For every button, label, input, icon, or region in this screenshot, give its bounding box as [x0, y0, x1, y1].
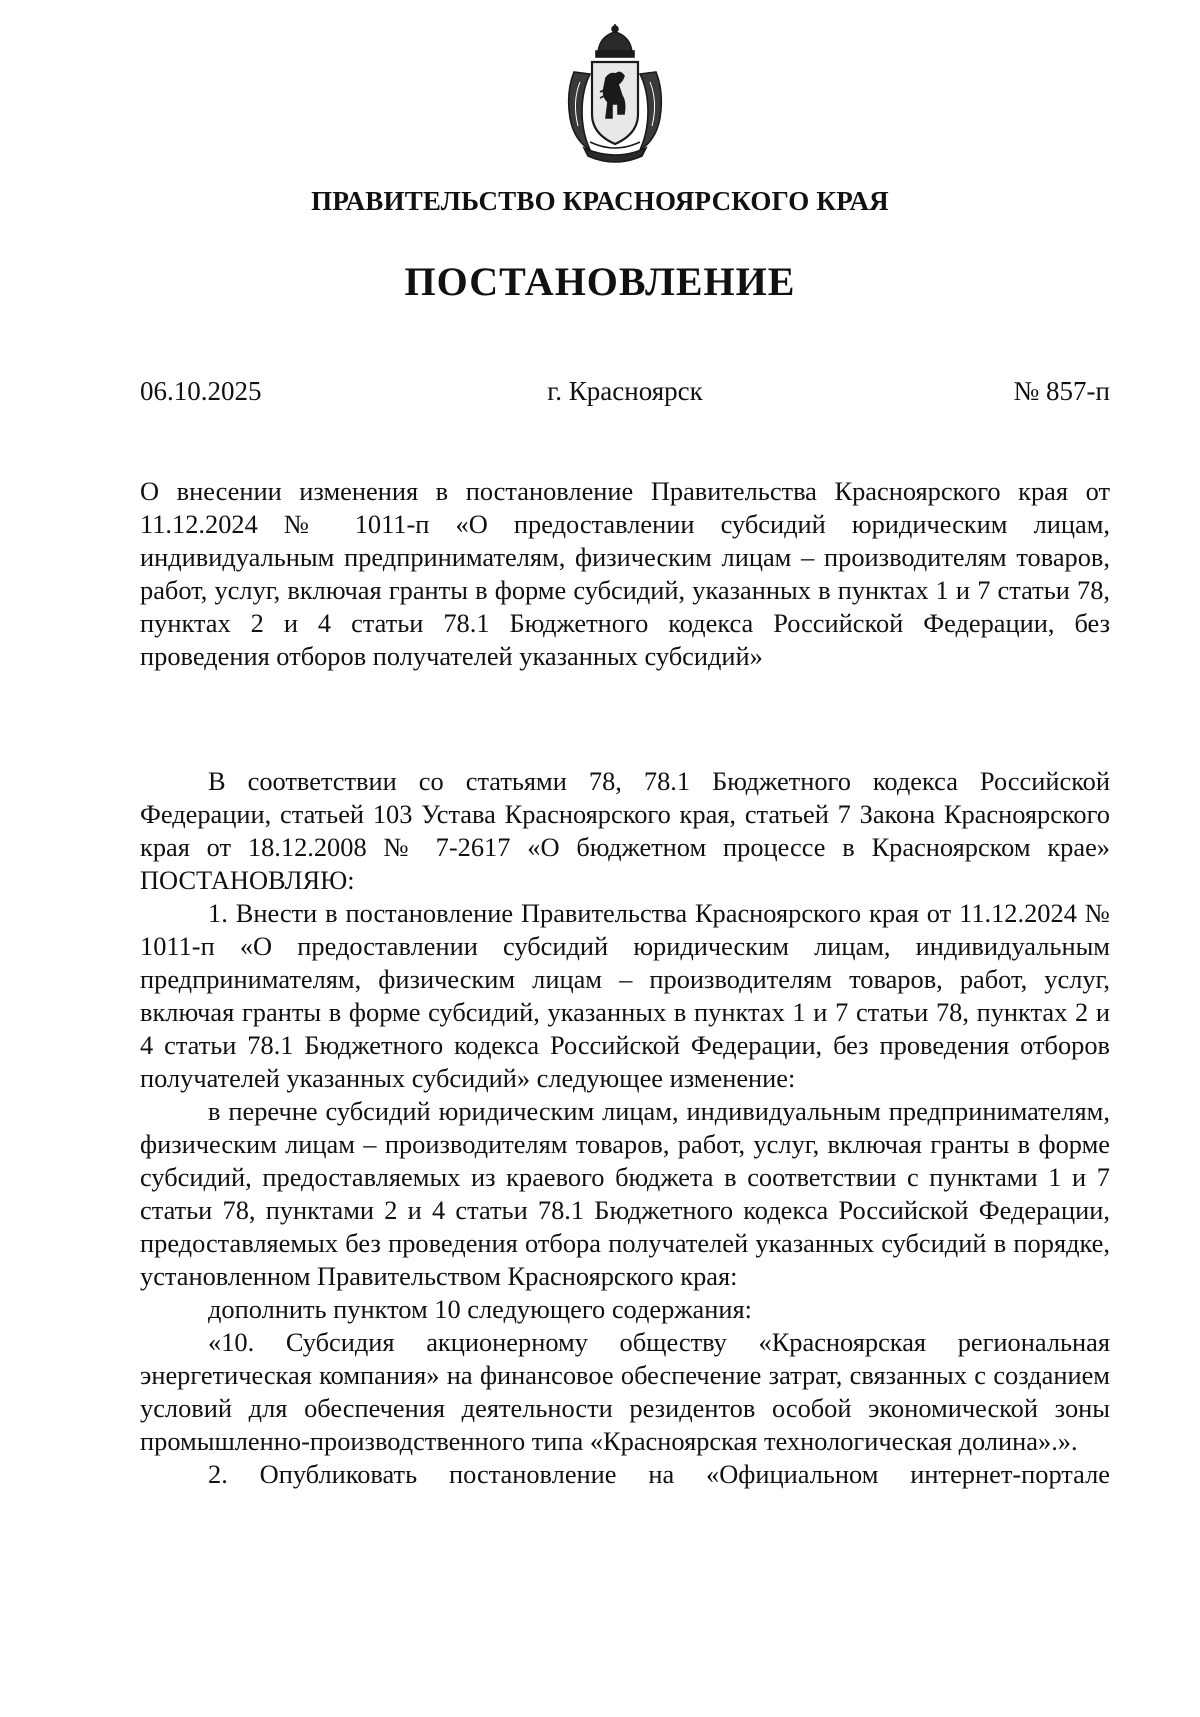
document-number: № 857-п — [1013, 376, 1110, 406]
organization-title: ПРАВИТЕЛЬСТВО КРАСНОЯРСКОГО КРАЯ — [311, 186, 889, 216]
document-subject: О внесении изменения в постановление Правительства Красноярского края от 11.12.2024 № 1011-п «О предоставлении субсидий юридическим лицам, индивидуальным предпринимателям, физическим лицам – производителям товаров, работ, услуг, включая гранты в форме субсидий, указанных в пунктах 1 и 7 статьи 78, пунктах 2 и 4 статьи 78.1 Бюджетного кодекса Российской Федерации, без проведения отборов получателей указанных субсидий» — [140, 476, 1110, 671]
body-paragraph-add-item: дополнить пунктом 10 следующего содержания: — [208, 1294, 752, 1324]
body-paragraph-item-1: 1. Внести в постановление Правительства Красноярского края от 11.12.2024 № 1011-п «О предоставлении субсидий юридическим лицам, индивидуальным предпринимателям, физическим лицам – производителям товаров, работ, услуг, включая гранты в форме субсидий, указанных в пунктах 1 и 7 статьи 78, пунктах 2 и 4 статьи 78.1 Бюджетного кодекса Российской Федерации, без проведения отборов получателей указанных субсидий» следующее изменение: — [140, 898, 1110, 1093]
body-paragraph-item-2: 2. Опубликовать постановление на «Официальном интернет-портале — [208, 1459, 1110, 1489]
document-body — [140, 765, 1110, 1491]
coat-of-arms-icon — [560, 22, 670, 164]
document-meta — [140, 378, 1110, 414]
body-paragraph-preamble: В соответствии со статьями 78, 78.1 Бюджетного кодекса Российской Федерации, статьей 103 Устава Красноярского края, статьей 7 Закона Красноярского края от 18.12.2008 № 7-2617 «О бюджетном процессе в Красноярском крае» ПОСТАНОВЛЯЮ: — [140, 766, 1110, 895]
document-date: 06.10.2025 — [140, 376, 262, 406]
body-paragraph-item-10: «10. Субсидия акционерному обществу «Красноярская региональная энергетическая компания» на финансовое обеспечение затрат, связанных с созданием условий для обеспечения деятельности резидентов особой экономической зоны промышленно-производственного типа «Красноярская технологическая долина».». — [140, 1327, 1110, 1456]
document-city: г. Красноярск — [547, 376, 703, 406]
body-paragraph-list-amendment: в перечне субсидий юридическим лицам, индивидуальным предпринимателям, физическим лицам – производителям товаров, работ, услуг, включая гранты в форме субсидий, предоставляемых из краевого бюджета в соответствии с пунктами 1 и 7 статьи 78, пунктами 2 и 4 статьи 78.1 Бюджетного кодекса Российской Федерации, предоставляемых без проведения отбора получателей указанных субсидий в порядке, установленном Правительством Красноярского края: — [140, 1096, 1110, 1291]
document-type-title: ПОСТАНОВЛЕНИЕ — [404, 259, 796, 304]
